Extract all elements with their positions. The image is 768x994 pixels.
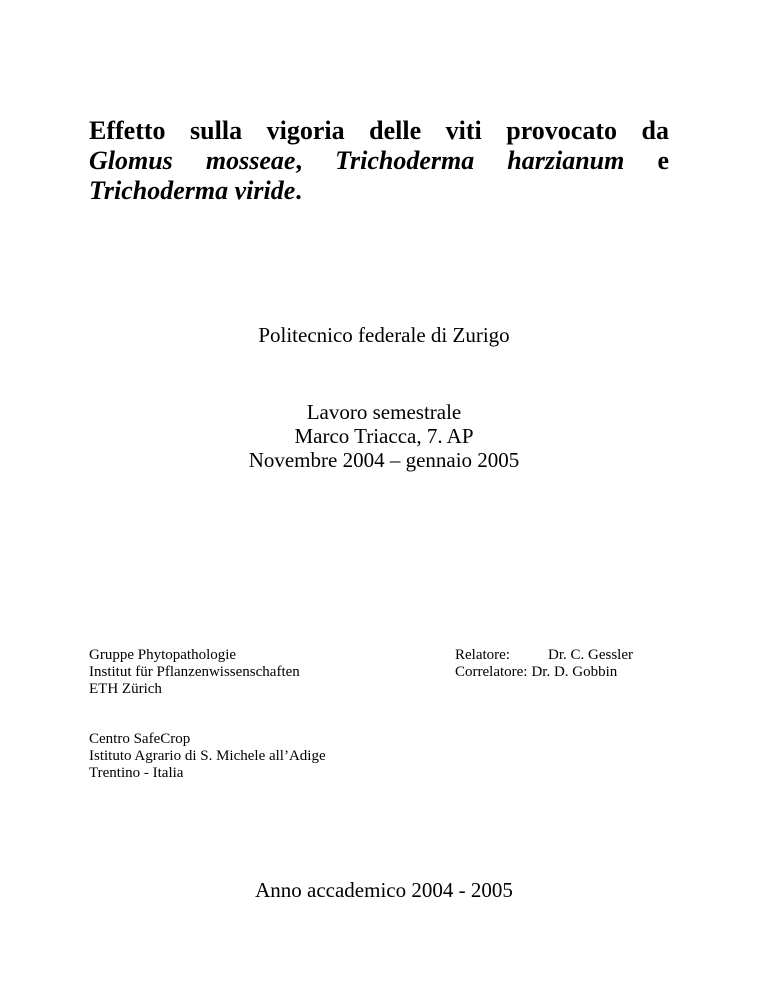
- supervisors: [455, 647, 633, 681]
- institution-name: Politecnico federale di Zurigo: [258, 323, 510, 347]
- center-line-3: Trentino - Italia: [89, 765, 184, 781]
- relatore-label: Relatore:: [455, 647, 510, 663]
- title-line-2: [89, 146, 669, 176]
- title-line-3: [89, 176, 669, 206]
- center-line-1: Centro SafeCrop: [89, 731, 191, 747]
- academic-year: Anno accademico 2004 - 2005: [255, 878, 513, 902]
- species-trichoderma-viride: Trichoderma viride: [89, 176, 296, 205]
- work-type: Lavoro semestrale: [306, 400, 462, 424]
- title-separator: ,: [295, 146, 336, 175]
- work-info: [0, 400, 768, 472]
- document-title: [89, 116, 669, 206]
- correlatore-label: Correlatore:: [455, 664, 528, 680]
- relatore-name: Dr. C. Gessler: [548, 647, 633, 663]
- work-period: Novembre 2004 – gennaio 2005: [248, 448, 520, 472]
- group-line-1: Gruppe Phytopathologie: [89, 647, 237, 663]
- center-line-2: Istituto Agrario di S. Michele all’Adige: [89, 748, 326, 764]
- research-center: [89, 731, 326, 782]
- species-glomus: Glomus mosseae: [89, 146, 296, 175]
- species-trichoderma-harzianum: Trichoderma harzianum: [335, 146, 625, 175]
- work-author: Marco Triacca, 7. AP: [294, 424, 474, 448]
- title-line-1: Effetto sulla vigoria delle viti provocato da: [89, 116, 669, 145]
- research-group: [89, 647, 300, 698]
- correlatore-row: [455, 664, 633, 681]
- group-line-3: ETH Zürich: [89, 681, 162, 697]
- relatore-row: [455, 647, 633, 664]
- correlatore-name: Dr. D. Gobbin: [531, 664, 618, 680]
- title-conjunction: e: [624, 146, 670, 175]
- group-line-2: Institut für Pflanzenwissenschaften: [89, 664, 300, 680]
- title-period: .: [295, 176, 302, 205]
